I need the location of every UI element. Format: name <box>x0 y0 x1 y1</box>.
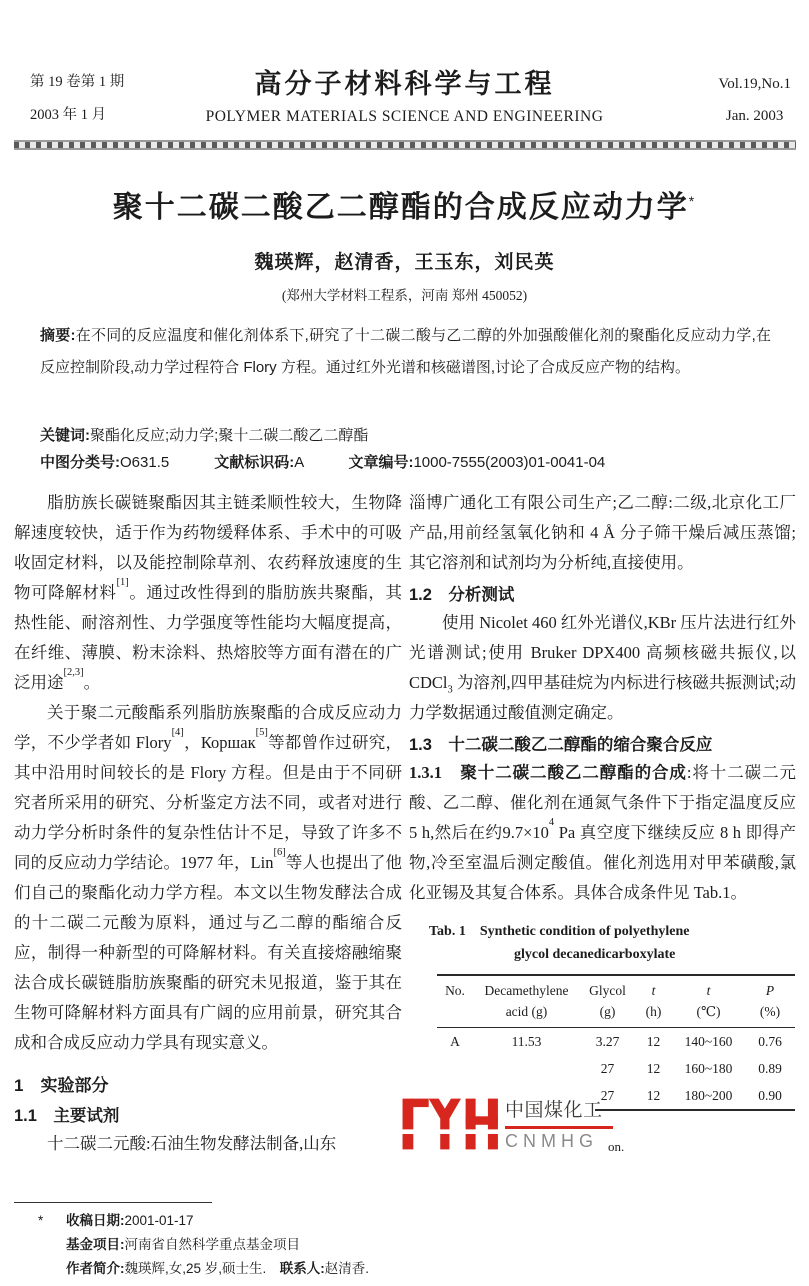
body-left-column <box>14 488 402 1159</box>
watermark-underline <box>505 1126 613 1129</box>
masthead-center <box>120 62 689 126</box>
masthead-left <box>30 66 124 132</box>
table1-header-no: No. <box>445 983 465 998</box>
watermark <box>399 1089 603 1162</box>
title-footnote-mark: * <box>688 193 697 209</box>
footnote <box>14 1209 444 1281</box>
section-heading-1-1: 1.1 主要试剂 <box>14 1107 120 1125</box>
watermark-text-en: CNMHG <box>505 1131 598 1151</box>
section-heading-1: 1 实验部分 <box>14 1076 109 1095</box>
journal-title-en: POLYMER MATERIALS SCIENCE AND ENGINEERING <box>205 108 604 125</box>
table-row: A 11.53 3.27 12 140~160 0.76 <box>450 1034 782 1049</box>
table1-header-row <box>437 976 795 1028</box>
paragraph-reagents-cont: 淄博广通化工有限公司生产;乙二醇:二级,北京化工厂产品,用前经氢氧化钠和 4 Å 分子筛干燥后减压蒸馏;其它溶剂和试剂均为分析纯,直接使用。 <box>409 493 796 572</box>
paragraph-intro-2: 关于聚二元酸酯系列脂肪族聚酯的合成反应动力学，不少学者如 Flory[4]，Коршак[5]等都曾作过研究，其中沿用时间较长的是 Flory 方程。但是由于不同研究者所采用的研究、分析鉴定方法不同，或者对进行动力学分析时条件的复杂性估计不足，导致了许多不同的反应动力学结论。1977 年，Lin[6]等人也提出了他们自己的聚酯化动力学方程。本文以生物发酵法合成的十二碳二元酸为原料，通过与乙二醇的酯缩合反应，制得一种新型的可降解材料。有关直接熔融缩聚法合成长碳链脂肪族聚酯的研究未见报道，鉴于其在生物可降解材料方面具有广阔的应用前景，研究其合成和合成反应动力学具有现实意义。 <box>14 703 403 1052</box>
article-title: 聚十二碳二酸乙二醇酯的合成反应动力学* <box>112 191 697 224</box>
abstract: 摘要:在不同的反应温度和催化剂体系下,研究了十二碳二酸与乙二醇的外加强酸催化剂的聚酯化反应动力学,在反应控制阶段,动力学过程符合 Flory 方程。通过红外光谱和核磁谱图,讨论了合成反应产物的结构。 <box>40 327 771 376</box>
footnote-divider <box>14 1202 212 1203</box>
paragraph-analysis: 使用 Nicolet 460 红外光谱仪,KBr 压片法进行红外光谱测试;使用 Bruker DPX400 高频核磁共振仪,以 CDCl$_3$ 为溶剂,四甲基硅烷为内标进行核磁共振测试;动力学数据通过酸值测定确定。 <box>409 613 796 722</box>
journal-title-cn: 高分子材料科学与工程 <box>254 69 555 99</box>
table1-caption-line1: Tab. 1 Synthetic condition of polyethylene <box>429 924 690 939</box>
authors: 魏瑛辉，赵清香，王玉东，刘民英 <box>254 252 555 273</box>
obscured-text-fragment: on. <box>608 1139 625 1154</box>
table1-caption-line2: glycol decanedicarboxylate <box>514 947 676 962</box>
table1-caption <box>429 920 796 966</box>
table1-header-p: P (%) <box>759 983 781 1019</box>
paragraph-reagents: 十二碳二元酸:石油生物发酵法制备,山东 <box>47 1134 337 1153</box>
issue-cn: 第 19 卷第 1 期 <box>30 74 125 90</box>
classification-line: 中图分类号:O631.5 文献标识码:A 文章编号:1000-7555(2003)01-0041-04 <box>40 454 606 471</box>
volume-en: Vol.19,No.1 <box>718 76 791 92</box>
keywords-line: 关键词:聚酯化反应;动力学;聚十二碳二酸乙二醇酯 <box>40 427 369 444</box>
date-cn: 2003 年 1 月 <box>30 107 107 123</box>
affiliation: (郑州大学材料工程系，河南 郑州 450052) <box>281 288 528 303</box>
table-row: 27 12 160~180 0.89 <box>600 1061 782 1076</box>
date-en: Jan. 2003 <box>725 108 784 124</box>
section-heading-1-3: 1.3 十二碳二酸乙二醇酯的缩合聚合反应 <box>409 736 713 754</box>
footnote-fund: 基金项目:河南省自然科学重点基金项目 <box>66 1237 300 1252</box>
paragraph-intro-1: 脂肪族长碳链聚酯因其主链柔顺性较大，生物降解速度较快，适于作为药物缓释体系、手术中的可吸收固定材料，以及能控制除草剂、农药释放速度的生物可降解材料[1]。通过改性得到的脂肪族共聚酯，其热性能、耐溶剂性、力学强度等性能均大幅度提高，在纤维、薄膜、粉末涂料、热熔胶等方面有潜在的广泛用途[2,3]。 <box>14 493 403 692</box>
body-right-column <box>409 488 796 1111</box>
footnote-author-bio: 作者简介:魏瑛辉,女,25 岁,硕士生. 联系人:赵清香. <box>66 1261 370 1276</box>
cnmhg-logo-icon <box>401 1092 501 1156</box>
footnote-received-date: 收稿日期:2001-01-17 <box>66 1213 194 1228</box>
footnote-mark: * <box>38 1213 44 1228</box>
section-heading-1-2: 1.2 分析测试 <box>409 586 515 604</box>
table1-header-glycol: Glycol (g) <box>589 983 626 1019</box>
table1-header-acid: Decamethylene acid (g) <box>484 983 569 1019</box>
table1-header-temp: t (℃) <box>696 983 721 1019</box>
masthead-divider <box>14 140 796 150</box>
table1-header-time: t (h) <box>645 983 662 1019</box>
table-row: 27 12 180~200 0.90 <box>600 1088 782 1103</box>
paragraph-synthesis: 1.3.1 聚十二碳二酸乙二醇酯的合成:将十二碳二元酸、乙二醇、催化剂在通氮气条件下于指定温度反应 5 h,然后在约$9.7\times 10^4$ Pa 真空度下继续反应 8 h 即得产物,冷至室温后测定酸值。催化剂选用对甲苯磺酸,氯化亚锡及其复合体系。具体合成条件见 Tab.1。 <box>409 763 797 902</box>
watermark-text-cn: 中国煤化工 <box>505 1100 603 1121</box>
masthead-right <box>718 68 791 132</box>
